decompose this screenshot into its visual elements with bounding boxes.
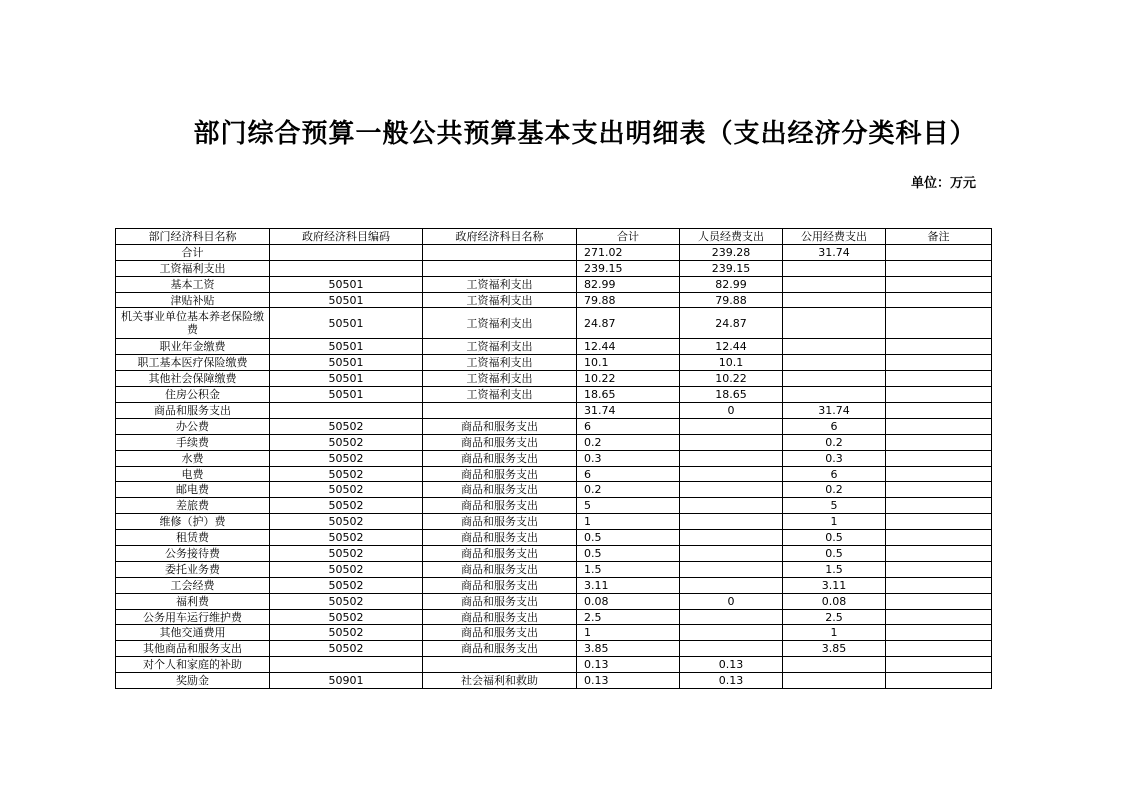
table-cell <box>886 339 992 355</box>
table-cell <box>886 593 992 609</box>
table-row <box>116 466 992 482</box>
table-cell: 公务接待费 <box>116 546 270 562</box>
table-cell <box>783 276 886 292</box>
table-row <box>116 609 992 625</box>
table-cell: 3.85 <box>577 641 680 657</box>
table-cell: 50502 <box>270 498 423 514</box>
table-cell: 2.5 <box>577 609 680 625</box>
table-cell: 0.2 <box>577 434 680 450</box>
table-row <box>116 561 992 577</box>
table-cell <box>886 403 992 419</box>
table-cell: 6 <box>783 466 886 482</box>
table-cell: 50502 <box>270 514 423 530</box>
table-cell <box>680 498 783 514</box>
table-cell <box>886 418 992 434</box>
table-cell <box>886 498 992 514</box>
table-cell <box>886 434 992 450</box>
page-title: 部门综合预算一般公共预算基本支出明细表（支出经济分类科目） <box>193 119 977 149</box>
table-cell <box>680 546 783 562</box>
table-cell: 18.65 <box>577 387 680 403</box>
table-cell: 工资福利支出 <box>423 276 577 292</box>
table-cell: 24.87 <box>577 308 680 339</box>
table-row <box>116 339 992 355</box>
table-cell: 0.08 <box>577 593 680 609</box>
table-cell: 商品和服务支出 <box>423 577 577 593</box>
table-cell <box>680 514 783 530</box>
table-row <box>116 498 992 514</box>
table-cell: 5 <box>577 498 680 514</box>
table-cell: 1.5 <box>577 561 680 577</box>
table-cell: 工资福利支出 <box>423 371 577 387</box>
table-row <box>116 371 992 387</box>
table-cell: 10.22 <box>577 371 680 387</box>
table-cell <box>423 403 577 419</box>
budget-table <box>115 228 992 689</box>
table-row <box>116 244 992 260</box>
table-row <box>116 355 992 371</box>
table-cell <box>783 292 886 308</box>
table-cell: 水费 <box>116 450 270 466</box>
table-cell <box>783 673 886 689</box>
table-cell: 委托业务费 <box>116 561 270 577</box>
table-cell: 工资福利支出 <box>116 260 270 276</box>
table-cell: 50501 <box>270 387 423 403</box>
table-cell <box>886 530 992 546</box>
table-cell: 0 <box>680 403 783 419</box>
table-cell <box>680 434 783 450</box>
table-cell: 239.28 <box>680 244 783 260</box>
table-row <box>116 260 992 276</box>
table-cell: 0.08 <box>783 593 886 609</box>
table-cell: 50502 <box>270 530 423 546</box>
table-cell: 工资福利支出 <box>423 387 577 403</box>
table-cell: 住房公积金 <box>116 387 270 403</box>
table-cell: 职工基本医疗保险缴费 <box>116 355 270 371</box>
table-cell: 5 <box>783 498 886 514</box>
table-cell: 商品和服务支出 <box>423 561 577 577</box>
table-cell <box>423 260 577 276</box>
table-cell: 50502 <box>270 561 423 577</box>
table-cell: 50502 <box>270 609 423 625</box>
header-cell: 备注 <box>886 229 992 245</box>
table-cell <box>680 561 783 577</box>
table-cell <box>886 625 992 641</box>
table-cell: 0.3 <box>577 450 680 466</box>
table-cell <box>680 625 783 641</box>
table-cell <box>783 387 886 403</box>
table-cell: 0.13 <box>577 657 680 673</box>
table-row <box>116 514 992 530</box>
table-cell: 6 <box>783 418 886 434</box>
table-cell <box>886 355 992 371</box>
table-cell: 1 <box>577 625 680 641</box>
table-cell: 合计 <box>116 244 270 260</box>
table-cell: 50502 <box>270 625 423 641</box>
table-cell: 0.13 <box>577 673 680 689</box>
table-cell <box>886 276 992 292</box>
table-cell: 0.13 <box>680 673 783 689</box>
table-cell: 0.5 <box>783 546 886 562</box>
table-cell: 1 <box>577 514 680 530</box>
table-cell <box>886 641 992 657</box>
table-cell: 50502 <box>270 546 423 562</box>
table-cell <box>886 308 992 339</box>
table-cell: 其他交通费用 <box>116 625 270 641</box>
table-cell <box>886 482 992 498</box>
table-cell: 工资福利支出 <box>423 355 577 371</box>
table-row <box>116 292 992 308</box>
table-cell: 0.5 <box>783 530 886 546</box>
table-cell: 24.87 <box>680 308 783 339</box>
table-row <box>116 530 992 546</box>
table-cell: 82.99 <box>577 276 680 292</box>
table-cell: 其他社会保障缴费 <box>116 371 270 387</box>
table-cell: 6 <box>577 418 680 434</box>
table-cell: 商品和服务支出 <box>423 482 577 498</box>
header-cell: 部门经济科目名称 <box>116 229 270 245</box>
table-cell <box>423 657 577 673</box>
table-cell: 商品和服务支出 <box>423 498 577 514</box>
table-cell <box>680 577 783 593</box>
table-cell <box>886 466 992 482</box>
table-cell: 50501 <box>270 308 423 339</box>
table-cell <box>270 260 423 276</box>
unit-label: 单位：万元 <box>911 176 977 191</box>
table-cell <box>783 355 886 371</box>
table-cell: 0.13 <box>680 657 783 673</box>
table-cell: 50501 <box>270 276 423 292</box>
table-cell: 邮电费 <box>116 482 270 498</box>
table-cell: 商品和服务支出 <box>423 593 577 609</box>
table-cell: 0.3 <box>783 450 886 466</box>
table-cell: 50501 <box>270 371 423 387</box>
table-cell: 31.74 <box>783 403 886 419</box>
table-cell <box>886 371 992 387</box>
table-cell: 50502 <box>270 434 423 450</box>
table-cell <box>680 466 783 482</box>
table-cell: 0.2 <box>577 482 680 498</box>
table-cell: 12.44 <box>577 339 680 355</box>
table-cell: 差旅费 <box>116 498 270 514</box>
table-cell <box>423 244 577 260</box>
header-row <box>116 229 992 245</box>
table-row <box>116 450 992 466</box>
table-cell: 其他商品和服务支出 <box>116 641 270 657</box>
table-cell: 商品和服务支出 <box>116 403 270 419</box>
table-cell: 0 <box>680 593 783 609</box>
table-cell: 50501 <box>270 339 423 355</box>
table-cell: 电费 <box>116 466 270 482</box>
table-cell: 0.2 <box>783 482 886 498</box>
table-row <box>116 387 992 403</box>
table-cell: 社会福利和救助 <box>423 673 577 689</box>
table-cell: 手续费 <box>116 434 270 450</box>
table-cell: 239.15 <box>577 260 680 276</box>
table-cell <box>886 546 992 562</box>
table-row <box>116 546 992 562</box>
table-cell <box>886 673 992 689</box>
table-cell: 50501 <box>270 292 423 308</box>
table-cell: 0.2 <box>783 434 886 450</box>
table-cell: 机关事业单位基本养老保险缴费 <box>116 308 270 339</box>
table-cell: 3.11 <box>577 577 680 593</box>
table-cell: 3.11 <box>783 577 886 593</box>
table-cell: 工资福利支出 <box>423 292 577 308</box>
table-row <box>116 641 992 657</box>
table-cell: 商品和服务支出 <box>423 450 577 466</box>
table-cell: 50501 <box>270 355 423 371</box>
table-cell <box>886 292 992 308</box>
table-cell <box>886 450 992 466</box>
table-cell <box>886 561 992 577</box>
table-cell <box>680 418 783 434</box>
table-cell: 商品和服务支出 <box>423 514 577 530</box>
table-cell: 职业年金缴费 <box>116 339 270 355</box>
table-cell: 50901 <box>270 673 423 689</box>
table-cell <box>270 244 423 260</box>
table-cell <box>886 609 992 625</box>
header-cell: 人员经费支出 <box>680 229 783 245</box>
table-cell <box>783 371 886 387</box>
table-cell: 商品和服务支出 <box>423 641 577 657</box>
table-cell: 维修（护）费 <box>116 514 270 530</box>
table-cell: 0.5 <box>577 546 680 562</box>
table-cell: 2.5 <box>783 609 886 625</box>
table-cell: 租赁费 <box>116 530 270 546</box>
table-row <box>116 625 992 641</box>
table-cell: 办公费 <box>116 418 270 434</box>
table-row <box>116 593 992 609</box>
table-cell: 10.1 <box>680 355 783 371</box>
table-cell: 50502 <box>270 482 423 498</box>
table-cell: 商品和服务支出 <box>423 418 577 434</box>
table-cell: 50502 <box>270 450 423 466</box>
table-row <box>116 482 992 498</box>
table-cell <box>270 403 423 419</box>
table-cell: 工资福利支出 <box>423 308 577 339</box>
table-cell: 79.88 <box>577 292 680 308</box>
table-cell: 3.85 <box>783 641 886 657</box>
table-body <box>116 244 992 688</box>
table-cell: 50502 <box>270 577 423 593</box>
table-cell: 31.74 <box>783 244 886 260</box>
table-cell <box>886 244 992 260</box>
table-cell: 0.5 <box>577 530 680 546</box>
table-cell: 商品和服务支出 <box>423 466 577 482</box>
table-cell <box>783 260 886 276</box>
table-cell: 79.88 <box>680 292 783 308</box>
table-cell <box>680 482 783 498</box>
table-cell: 商品和服务支出 <box>423 434 577 450</box>
table-row <box>116 308 992 339</box>
table-cell: 公务用车运行维护费 <box>116 609 270 625</box>
table-cell: 1 <box>783 625 886 641</box>
table-cell: 工资福利支出 <box>423 339 577 355</box>
table-row <box>116 276 992 292</box>
table-cell: 50502 <box>270 466 423 482</box>
table-cell: 10.1 <box>577 355 680 371</box>
table-cell: 商品和服务支出 <box>423 625 577 641</box>
table-cell <box>886 387 992 403</box>
table-cell: 商品和服务支出 <box>423 609 577 625</box>
table-cell <box>783 657 886 673</box>
table-cell: 基本工资 <box>116 276 270 292</box>
header-cell: 政府经济科目编码 <box>270 229 423 245</box>
table-cell <box>680 641 783 657</box>
table-cell: 271.02 <box>577 244 680 260</box>
table-cell: 50502 <box>270 593 423 609</box>
table-cell: 1 <box>783 514 886 530</box>
table-cell: 50502 <box>270 418 423 434</box>
table-cell: 工会经费 <box>116 577 270 593</box>
table-cell: 奖励金 <box>116 673 270 689</box>
table-cell <box>680 450 783 466</box>
table-cell: 商品和服务支出 <box>423 530 577 546</box>
table-cell: 商品和服务支出 <box>423 546 577 562</box>
table-cell <box>783 308 886 339</box>
table-cell: 对个人和家庭的补助 <box>116 657 270 673</box>
table-cell <box>680 609 783 625</box>
table-cell: 福利费 <box>116 593 270 609</box>
table-cell: 31.74 <box>577 403 680 419</box>
header-cell: 政府经济科目名称 <box>423 229 577 245</box>
table-cell: 1.5 <box>783 561 886 577</box>
table-row <box>116 673 992 689</box>
table-cell <box>886 577 992 593</box>
table-row <box>116 657 992 673</box>
table-cell <box>270 657 423 673</box>
table-cell: 50502 <box>270 641 423 657</box>
table-row <box>116 577 992 593</box>
table-cell: 82.99 <box>680 276 783 292</box>
table-row <box>116 403 992 419</box>
header-cell: 公用经费支出 <box>783 229 886 245</box>
table-cell: 10.22 <box>680 371 783 387</box>
table-row <box>116 418 992 434</box>
table-cell <box>886 514 992 530</box>
table-row <box>116 434 992 450</box>
table-cell <box>886 657 992 673</box>
table-cell: 6 <box>577 466 680 482</box>
table-cell: 239.15 <box>680 260 783 276</box>
table-cell <box>886 260 992 276</box>
header-cell: 合计 <box>577 229 680 245</box>
table-cell: 18.65 <box>680 387 783 403</box>
table-cell <box>783 339 886 355</box>
table-cell <box>680 530 783 546</box>
table-cell: 津贴补贴 <box>116 292 270 308</box>
table-cell: 12.44 <box>680 339 783 355</box>
